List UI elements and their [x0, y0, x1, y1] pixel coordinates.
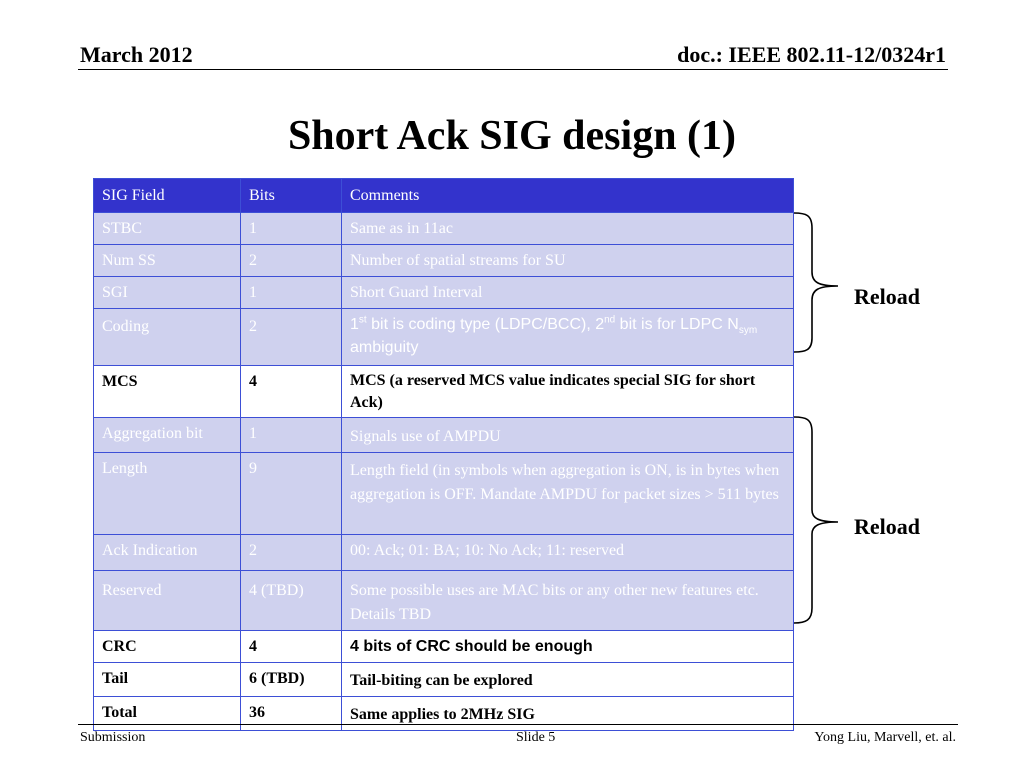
footer-authors: Yong Liu, Marvell, et. al. — [814, 730, 956, 745]
cell-comment: 1st bit is coding type (LDPC/BCC), 2nd bit is for LDPC $N_{sym}$ ambiguity — [342, 309, 794, 366]
cell-bits: 36 — [241, 697, 342, 731]
cell-field: STBC — [94, 213, 241, 245]
cell-comment: Same as in 11ac — [342, 213, 794, 245]
cell-comment: 00: Ack; 01: BA; 10: No Ack; 11: reserved — [342, 535, 794, 571]
cell-field: Reserved — [94, 571, 241, 631]
table-row — [94, 277, 794, 309]
cell-field: Length — [94, 453, 241, 535]
table-row — [94, 213, 794, 245]
cell-bits: 4 (TBD) — [241, 571, 342, 631]
table-row — [94, 663, 794, 697]
cell-field: Aggregation bit — [94, 418, 241, 453]
header-date: March 2012 — [80, 42, 193, 67]
table-row — [94, 366, 794, 418]
cell-comment: Number of spatial streams for SU — [342, 245, 794, 277]
cell-bits: 1 — [241, 213, 342, 245]
slide-title: Short Ack SIG design (1) — [287, 113, 737, 159]
cell-field: SGI — [94, 277, 241, 309]
cell-field: MCS — [94, 366, 241, 418]
column-header-comments: Comments — [342, 179, 794, 213]
column-header-sig-field: SIG Field — [94, 179, 241, 213]
cell-comment: Tail-biting can be explored — [342, 663, 794, 697]
cell-comment: 4 bits of CRC should be enough — [342, 631, 794, 663]
cell-bits: 9 — [241, 453, 342, 535]
cell-field: Total — [94, 697, 241, 731]
table-row — [94, 571, 794, 631]
cell-bits: 4 — [241, 631, 342, 663]
cell-bits: 2 — [241, 245, 342, 277]
table-row — [94, 453, 794, 535]
footer-slide-number: Slide 5 — [516, 730, 556, 745]
table-row — [94, 245, 794, 277]
column-header-bits: Bits — [241, 179, 342, 213]
right-brace-bottom — [792, 414, 842, 626]
table-row — [94, 309, 794, 366]
cell-field: Ack Indication — [94, 535, 241, 571]
cell-comment: MCS (a reserved MCS value indicates special SIG for short Ack) — [342, 366, 794, 418]
reload-label-bottom: Reload — [854, 514, 920, 539]
cell-comment: Same applies to 2MHz SIG — [342, 697, 794, 731]
table-header-row — [94, 179, 794, 213]
cell-bits: 2 — [241, 309, 342, 366]
cell-field: Coding — [94, 309, 241, 366]
cell-bits: 4 — [241, 366, 342, 418]
cell-comment: Signals use of AMPDU — [342, 418, 794, 453]
table-row — [94, 697, 794, 731]
cell-comment: Length field (in symbols when aggregation is ON, is in bytes when aggregation is OFF. Mandate AMPDU for packet sizes > 511 bytes — [342, 453, 794, 535]
reload-label-top: Reload — [854, 284, 920, 309]
cell-bits: 1 — [241, 277, 342, 309]
sig-field-table — [93, 178, 794, 731]
table-row — [94, 535, 794, 571]
cell-field: Tail — [94, 663, 241, 697]
cell-bits: 2 — [241, 535, 342, 571]
right-brace-top — [792, 210, 842, 355]
cell-comment: Short Guard Interval — [342, 277, 794, 309]
cell-bits: 6 (TBD) — [241, 663, 342, 697]
header-divider — [78, 69, 948, 70]
cell-field: Num SS — [94, 245, 241, 277]
table-row — [94, 631, 794, 663]
cell-field: CRC — [94, 631, 241, 663]
footer-submission: Submission — [80, 730, 146, 745]
header-doc-id: doc.: IEEE 802.11-12/0324r1 — [677, 42, 946, 67]
cell-bits: 1 — [241, 418, 342, 453]
table-row — [94, 418, 794, 453]
footer-divider — [78, 724, 958, 725]
cell-comment: Some possible uses are MAC bits or any other new features etc. Details TBD — [342, 571, 794, 631]
